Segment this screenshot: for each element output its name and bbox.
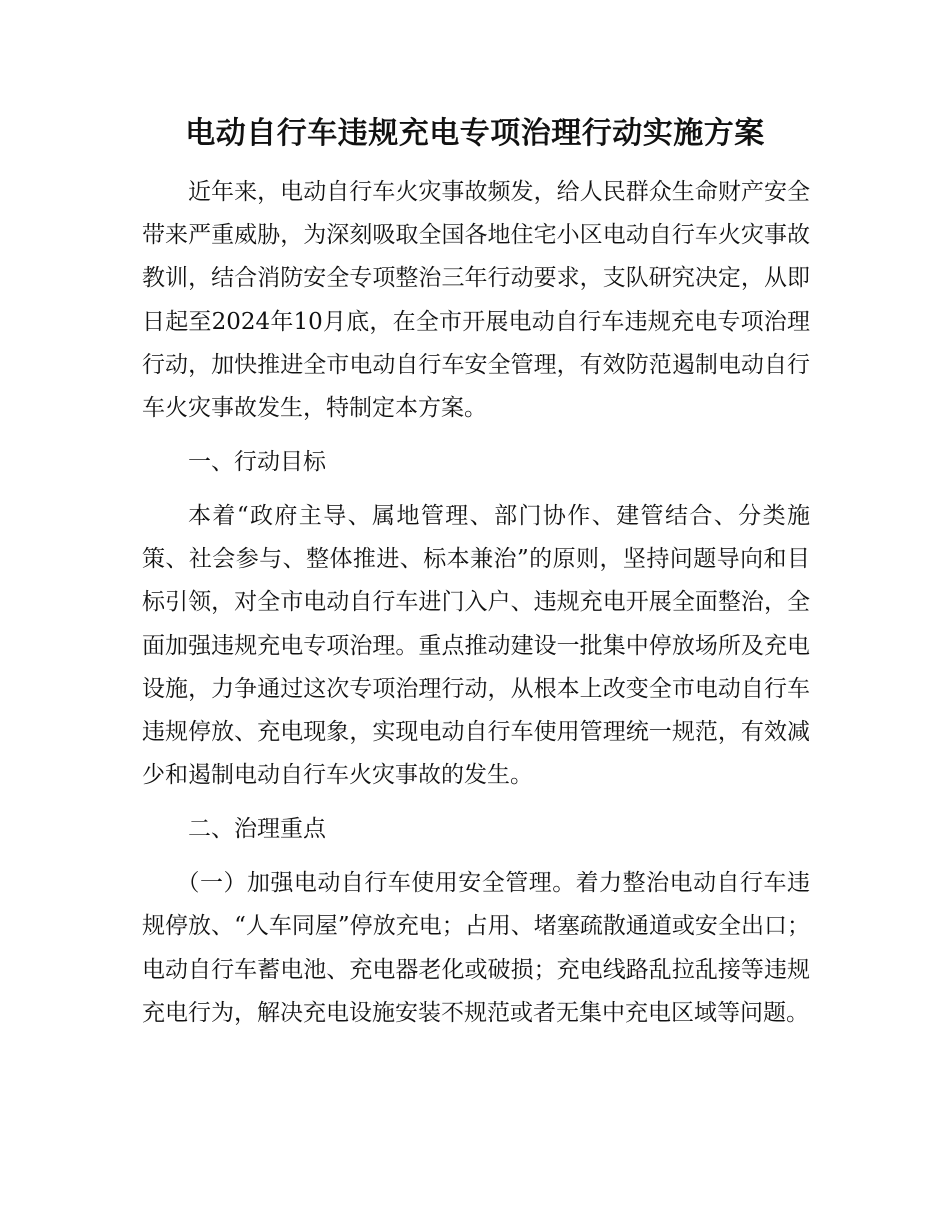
- intro-paragraph: 近年来，电动自行车火灾事故频发，给人民群众生命财产安全带来严重威胁，为深刻吸取全国各地住宅小区电动自行车火灾事故教训，结合消防安全专项整治三年行动要求，支队研究决定，从即日起至2024年10月底，在全市开展电动自行车违规充电专项治理行动，加快推进全市电动自行车安全管理，有效防范遏制电动自行车火灾事故发生，特制定本方案。: [142, 179, 810, 422]
- document-body: [142, 171, 810, 1035]
- section-heading-goals: 一、行动目标: [188, 449, 326, 476]
- focus-item-1-paragraph: （一）加强电动自行车使用安全管理。着力整治电动自行车违规停放、“人车同屋”停放充电；占用、堵塞疏散通道或安全出口；电动自行车蓄电池、充电器老化或破损；充电线路乱拉乱接等违规充电行为，解决充电设施安装不规范或者无集中充电区域等问题。: [142, 870, 810, 1026]
- section-heading-focus: 二、治理重点: [188, 816, 326, 843]
- document-title: 电动自行车违规充电专项治理行动实施方案: [185, 116, 765, 151]
- goals-paragraph: 本着“政府主导、属地管理、部门协作、建管结合、分类施策、社会参与、整体推进、标本兼治”的原则，坚持问题导向和目标引领，对全市电动自行车进门入户、违规充电开展全面整治，全面加强违规充电专项治理。重点推动建设一批集中停放场所及充电设施，力争通过这次专项治理行动，从根本上改变全市电动自行车违规停放、充电现象，实现电动自行车使用管理统一规范，有效减少和遏制电动自行车火灾事故的发生。: [142, 503, 810, 789]
